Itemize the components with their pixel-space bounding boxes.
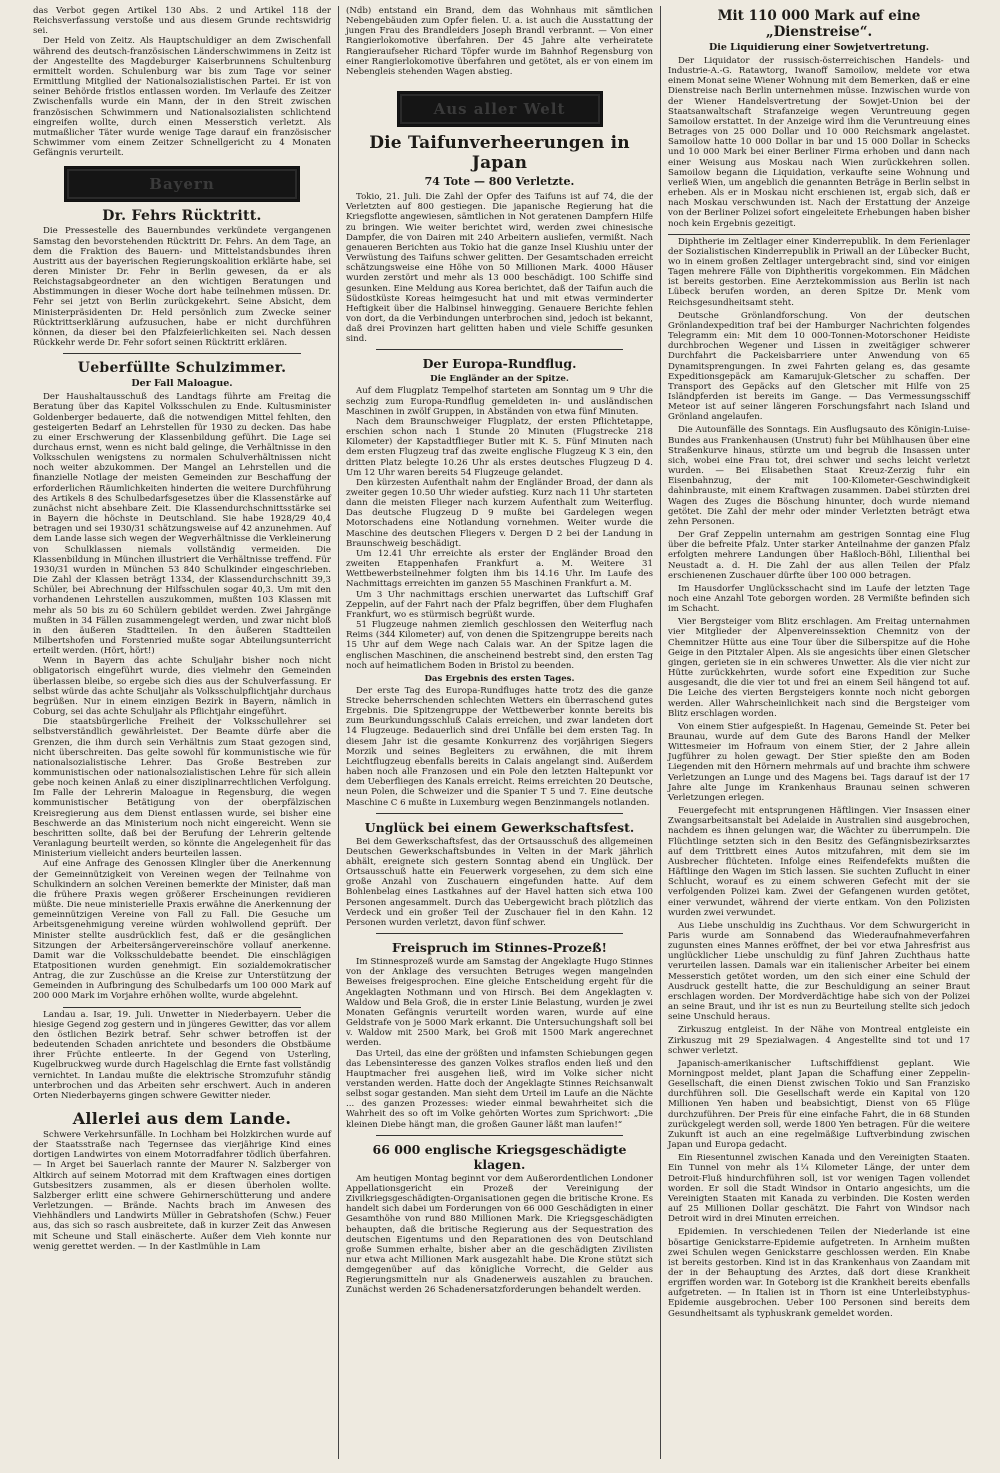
headline-taifun: Die Taifunverheerungen in Japan xyxy=(369,133,630,174)
article-fehr: Die Pressestelle des Bauernbundes verkündete vergangenen Samstag den bevorstehenden Rücktritt Dr. Fehrs. An dem Tage, an dem die Fraktion des Bauern- und Mittelstandsbundes ihren Austritt aus der bayerischen Regierungskoalition erklärte habe, sei deren Minister Dr. Fehr in Berlin gewesen, da er als Reichstagsabgeordneter an den wichtigen Beratungen und Abstimmungen in dieser Woche dort habe teilnehmen müssen. Dr. Fehr sei jetzt von Berlin zurückgekehrt. Seine Absicht, dem Ministerpräsidenten Dr. Held persönlich zum Zwecke seiner Rücktrittserklärung aufzusuchen, habe er nicht durchführen können, da dieser bei den Pfalzfeierlichkeiten sei. Nach dessen Rückkehr werde Dr. Fehr sofort seinen Rücktritt erklären. xyxy=(33,226,331,349)
column-middle xyxy=(339,6,661,1459)
subheadline-schulzimmer: Der Fall Maloague. xyxy=(131,378,233,390)
subheadline-europa: Die Engländer an der Spitze. xyxy=(430,374,569,385)
headline-fehr: Dr. Fehrs Rücktritt. xyxy=(102,208,262,225)
divider xyxy=(376,1135,623,1136)
article-europa-p3: Den kürzesten Aufenthalt nahm der Engländer Broad, der dann als zweiter gegen 10.50 Uhr wieder aufstieg. Kurz nach 11 Uhr starteten dann die meisten Flieger nach kurzem Aufenthalt zum Weiterflug. Das deutsche Flugzeug D 9 mußte bei Gardelegen wegen Motorschadens eine Notlandung vornehmen. Weiter wurde die Maschine des deutschen Fliegers v. Dergen D 2 bei der Landung in Braunschweig beschädigt. xyxy=(346,477,653,549)
article-diphtherie: Diphtherie im Zeltlager einer Kinderrepublik. In dem Ferienlager der Sozialistischen Kinderrepublik in Priwall an der Lübecker Bucht, wo in einem großen Zeltlager untergebracht sind, sind vor einigen Tagen mehrere Fälle von Diphtheritis vorgekommen. Ein Mädchen ist bereits gestorben. Eine Aerztekommission aus Berlin ist nach Lübeck berufen worden, an deren Spitze Dr. Menk vom Reichsgesundheitsamt steht. xyxy=(668,236,970,308)
divider xyxy=(63,353,301,354)
subheadline-taifun: 74 Tote — 800 Verletzte. xyxy=(424,175,575,189)
article-allerlei: Schwere Verkehrsunfälle. In Lochham bei Holzkirchen wurde auf der Staatsstraße nach Tegernsee das vierjährige Kind eines dortigen Landwirtes von einem Motorradfahrer tödlich überfahren. — In Arget bei Sauerlach rannte der Maurer N. Salzberger von Altkirch auf seinem Motorrad mit dem Kraftwagen eines dortigen Gutsbesitzers zusammen, als er diesen überholen wollte. Salzberger erlitt eine schwere Gehirnerschütterung und andere Verletzungen. — Brände. Nachts brach im Anwesen des Viehhändlers und Landwirts Müller in Gebratshofen (Schw.) Feuer aus, das sich so rasch ausbreitete, daß in kurzer Zeit das Anwesen mit Scheune und Stall einäscherte. Außer dem Vieh konnte nur wenig gerettet werden. — In der Kastlmühle in Lam xyxy=(33,1130,331,1252)
article-stinnes-p2: Das Urteil, das eine der größten und infamsten Schiebungen gegen das Lebensinteresse des ganzen Volkes straflos enden ließ und den Hauptmacher frei ausgehen ließ, wird im Volke sicher nicht verstanden werden. Hatte doch der Angeklagte Stinnes Reichsanwalt selbst sogar gestanden. Man sieht dem Urteil im Laufe an die Nächte ... des ganzen Prozesses: wieder einmal bewahrheitet sich die Wahrheit des so oft im Volke gehörten Wortes zum Sprichwort: „Die kleinen Diebe hängt man, die großen Gauner läßt man laufen!“ xyxy=(346,1048,653,1130)
article-europa-p1: Auf dem Flugplatz Tempelhof starteten am Sonntag um 9 Uhr die sechzig zum Europa-Rundflug gemeldeten in- und ausländischen Maschinen in zwölf Gruppen, in Abständen von etwa fünf Minuten. xyxy=(346,386,653,417)
column-left xyxy=(26,6,339,1459)
section-banner-label: Aus aller Welt xyxy=(433,100,566,119)
article-zirkuszug: Zirkuszug entgleist. In der Nähe von Montreal entgleiste ein Zirkuszug mit 29 Spezialwagen. 4 Angestellte sind tot und 17 schwer verletzt. xyxy=(668,1025,970,1056)
article-top-continued: (Ndb) entstand ein Brand, dem das Wohnhaus mit sämtlichen Nebengebäuden zum Opfer fielen. U. a. ist auch die Ausstattung der jungen Frau des Brandleiders Joseph Brandl verbrannt. — Von einer Rangierlokomotive überfahren. Der 45 Jahre alte verheiratete Rangieraufseher Richard Töpfer wurde im Bahnhof Regensburg von einer Rangierlokomotive überfahren und getötet, als er von einem im Nebengleis stehenden Wagen abstieg. xyxy=(346,6,653,77)
divider xyxy=(376,349,623,350)
article-hausdorf: Im Hausdorfer Unglücksschacht sind im Laufe der letzten Tage noch eine Anzahl Tote geborgen worden. 28 Vermißte befinden sich im Schacht. xyxy=(668,583,970,615)
article-europa-p7: Der erste Tag des Europa-Rundfluges hatte trotz des die ganze Strecke beherrschenden schlechten Wetters ein überraschend gutes Ergebnis. Die Spitzengruppe der Wettbewerber konnte bereits bis zum Beurkundungsschluß Calais erreichen, und zwar landeten dort 14 Flugzeuge. Bedauerlich sind drei Unfälle bei dem ersten Tag. In diesem Jahr ist die gesamte Konkurrenz des vorjährigen Siegers Morzik und seines Begleiters zu erwähnen, die mit ihrem Leichtflugzeug ebenfalls bereits in Calais angelangt sind. Außerdem haben noch alle Franzosen und ein Pole den letzten Haltepunkt vor dem Ueberfliegen des Kanals erreicht. Reims erreichten 20 Deutsche, neun Polen, die Schweizer und die Spanier T 5 und 7. Eine deutsche Maschine C 6 mußte in Luxemburg wegen Benzinmangels notlanden. xyxy=(346,685,653,808)
article-dienstreise: Der Liquidator der russisch-österreichischen Handels- und Industrie-A.-G. Ratawtorg, Iwanoff Samoilow, meldete vor etwa einem Monat seine Wiener Wohnung mit dem Bemerken, daß er eine Dienstreise nach Berlin unternehmen müsse. Inzwischen wurde von der Wiener Handelsvertretung der Sowjet-Union bei der Staatsanwaltschaft Strafanzeige wegen Veruntreuung gegen Samoilow erstattet. In der Anzeige wird ihm die Veruntreuung eines Betrages von 25 000 Dollar und 10 000 Reichsmark angelastet. Samoilow hatte 10 000 Dollar in bar und 15 000 Dollar in Schecks und 10 000 Mark bei einer Berliner Firma erhoben und dann nach einer Weisung aus Moskau nach Wien zurückkehren sollen. Samoilow begann die Liquidation, verkaufte seine Wohnung und verließ Wien, um angeblich die genannten Beträge in Berlin selbst in erheben. Als er in Moskau nicht erschienen ist, ergab sich, daß er nach Moskau verschwunden ist. Nach der Erstattung der Anzeige von der Berliner Polizei sofort eingeleitete Erhebungen haben bisher noch kein Ergebnis gezeitigt. xyxy=(668,56,970,229)
section-banner-aus-aller-welt xyxy=(397,91,603,127)
article-europa-p4: Um 12.41 Uhr erreichte als erster der Engländer Broad den zweiten Etappenhafen Frankfurt a. M. Weitere 31 Wettbewerbsteilnehmer folgten ihm bis 14.16 Uhr. Im Laufe des Nachmittags erreichten im ganzen 55 Maschinen Frankfurt a. M. xyxy=(346,548,653,590)
article-europa-p5: Um 3 Uhr nachmittags erschien unerwartet das Luftschiff Graf Zeppelin, auf der Fahrt nach der Pfalz begriffen, über dem Flughafen Frankfurt, wo es stürmisch begrüßt wurde. xyxy=(346,589,653,620)
article-schulzimmer-p1: Der Haushaltausschuß des Landtags führte am Freitag die Beratung über das Kapitel Volksschulen zu Ende. Kultusminister Goldenberger bedauerte, daß die notwendigen Mittel fehlten, den gesteigerten Bedarf an Lehrstellen für 1930 zu decken. Das habe zu einer Erschwerung der Klassenbildung geführt. Die Lage sei durchaus ernst, wenn es nicht bald gelinge, die Verhältnisse in den Volksschulen wenigstens zu normalen Schulverhältnissen nicht noch weiter abzukommen. Der Mangel an Lehrstellen und die finanzielle Notlage der meisten Gemeinden zur Beschaffung der erforderlichen Räumlichkeiten hinderten die weitere Durchführung des Artikels 8 des Schulbedarfsgesetzes über die Klassenstärke auf zunächst nicht absehbare Zeit. Die Klassendurchschnittsstärke sei in Bayern die höchste in Deutschland. Sie habe 1928/29 40,4 betragen und sei 1930/31 schätzungsweise auf 42 anzunehmen. Auf dem Lande lasse sich wegen der Wegverhältnisse die Verkleinerung von Schulklassen niemals vollständig vermeiden. Die Klassenbildung in München illustriert die Verhältnisse treffend. Für 1930/31 wurden in München 53 840 Schulkinder eingeschrieben. Die Zahl der Klassen beträgt 1334, der Klassendurchschnitt 39,3 Schüler, bei Abrechnung der Hilfsschulen sogar 40,3. Um mit den vorhandenen Lehrstellen auszukommen, mußten 103 Klassen mit mehr als 50 bis zu 60 Schülern gebildet werden. Zwei Jahrgänge mußten in 34 Fällen zusammengelegt werden, und zwar nicht bloß in den äußeren Stadtteilen. In den äußeren Stadtteilen Milbertshofen und Forstenried mußte sogar Abteilungsunterricht erteilt werden. (Hört, hört!) xyxy=(33,392,331,657)
article-schulzimmer-p4: Auf eine Anfrage des Genossen Klingler über die Anerkennung der Gemeinnützigkeit von Vereinen wegen der Teilnahme von Schulkindern an solchen Vereinen bemerkte der Minister, daß man die frühere Praxis wegen größerer Erscheinungen revidieren müßte. Die neue ministerielle Praxis erwähne die Anerkennung der gemeinnützigen Vereine von Fall zu Fall. Die Gesuche um Arbeitsgenehmigung vereine würden wohlwollend geprüft. Der Minister stellte ausdrücklich fest, daß er die gesänglichen Sitzungen der Arbeitersängervereinschöre vollauf anerkenne. Damit war die Volksschuldebatte beendet. Die einschlägigen Etatpositionen wurden genehmigt. Ein sozialdemokratischer Antrag, die zur Zuschüsse an die Kreise zur Unterstützung der Gemeinden in Aufbringung des Schulbedarfs um 100 000 Mark auf 200 000 Mark im Vorjahre erhöhen wollte, wurde abgelehnt. xyxy=(33,859,331,1002)
headline-allerlei: Allerlei aus dem Lande. xyxy=(72,1109,292,1128)
subheadline-ergebnis: Das Ergebnis des ersten Tages. xyxy=(424,673,575,684)
article-europa-p6: 51 Flugzeuge nahmen ziemlich geschlossen den Weiterflug nach Reims (344 Kilometer) auf, von denen die Spitzengruppe bereits nach 15 Uhr auf dem Wege nach Calais war. An der Spitze lagen die englischen Maschinen, die anscheinend bestrebt sind, den ersten Tag noch auf heimatlichem Boden in Bristol zu beenden. xyxy=(346,620,653,671)
divider xyxy=(376,933,623,934)
column-right xyxy=(661,6,977,1459)
article-schulzimmer-p3: Die staatsbürgerliche Freiheit der Volksschullehrer sei selbstverständlich gewährleistet. Der Beamte dürfe aber die Grenzen, die ihm durch sein Verhältnis zum Staat gezogen sind, nicht überschreiten. Das gelte sowohl für kommunistische wie für nationalsozialistische Lehrer. Das Große Bestreben zur kommunistischen oder nationalsozialistischen Lehre für sich allein gebe noch keinen Anlaß zu einer disziplinarrechtlichen Verfolgung. Im Falle der Lehrerin Maloague in Regensburg, die wegen kommunistischer Betätigung von der oberpfälzischen Kreisregierung aus dem Dienst entlassen wurde, sei bisher eine Beschwerde an das Ministerium noch nicht eingereicht. Wenn sie beschritten sollte, daß bei der Berufung der Lehrerin geltende Veranlagung beurteilt werden, so könnte die Angelegenheit für das Ministerium vielleicht anders beurteilen lassen. xyxy=(33,717,331,860)
article-schulzimmer-p2: Wenn in Bayern das achte Schuljahr bisher noch nicht obligatorisch eingeführt wurde, dies vielmehr den Gemeinden überlassen bleibe, so ergebe sich dies aus der Schulverfassung. Er selbst würde das achte Schuljahr als Volksschulpflichtjahr durchaus begrüßen. Nur in einem einzigen Bezirk in Bayern, nämlich in Coburg, sei das achte Schuljahr als Pflichtjahr eingeführt. xyxy=(33,656,331,718)
article-bergsteiger: Vier Bergsteiger vom Blitz erschlagen. Am Freitag unternahmen vier Mitglieder der Alpenvereinssektion Chemnitz von der Chemnitzer Hütte aus eine Tour über die Silberspitze auf die Hohe Geige in den Pitztaler Alpen. Als sie angesichts über einen Gletscher gingen, gerieten sie in ein schweres Unwetter. Als die vier nicht zur Hütte zurückkehrten, wurde sofort eine Expedition zur Suche ausgesandt, die die vier tot und frei an einem Seil hängend tot auf. Die Leiche des vierten Bergsteigers konnte noch nicht geborgen werden. Aller Wahrscheinlichkeit nach sind die Bergsteiger vom Blitz erschlagen worden. xyxy=(668,617,970,719)
headline-schulzimmer: Ueberfüllte Schulzimmer. xyxy=(77,360,287,377)
article-landau: Landau a. Isar, 19. Juli. Unwetter in Niederbayern. Ueber die hiesige Gegend zog gestern und in jüngeres Gewitter, das vor allem den östlichen Bezirk betraf. Sehr schwer betroffen ist der bedeutenden Schaden anrichtete und besonders die Obstbäume ihrer Früchte entleerte. In der Gegend von Usterling, Kugelbruckweg wurde durch Hagelschlag die Ernte fast vollständig vernichtet. In Landau mußte die elektrische Stromzufuhr ständig unterbrochen und das Arbeiten sehr erschwert. Auch in anderen Orten Niederbayerns gingen schwere Gewitter nieder. xyxy=(33,1009,331,1101)
article-zeppelin: Der Graf Zeppelin unternahm am gestrigen Sonntag eine Flug über die befreite Pfalz. Unter starker Anteilnahme der ganzen Pfalz erfolgten mehrere Landungen über Haßloch-Böhl, Lilienthal bei Neustadt a. d. H. Die Zahl der aus allen Teilen der Pfalz erschienenen Zuschauer dürfte über 100 000 betragen. xyxy=(668,530,970,581)
article-autounfaelle: Die Autounfälle des Sonntags. Ein Ausflugsauto des Königin-Luise-Bundes aus Frankenhausen (Unstrut) fuhr bei Mühlhausen über eine Straßenkurve hinaus, stürzte um und begrub die Insassen unter sich, wobei eine Frau tot, drei schwer und sechs leicht verletzt wurden. — Bei Elisabethen Staat Kreuz-Zerzig fuhr ein Eisenbahnzug, der mit 100-Kilometer-Geschwindigkeit dahinbrauste, mit einem Kraftwagen zusammen. Dabei stürzten drei Wagen des Zuges die Böschung hinunter, doch wurde niemand getötet. Die Zahl der mehr oder minder Verletzten beträgt etwa zehn Personen. xyxy=(668,425,970,527)
article-stinnes-p1: Im Stinnesprozeß wurde am Samstag der Angeklagte Hugo Stinnes von der Anklage des versuchten Betruges wegen mangelnden Beweises freigesprochen. Eine gleiche Entscheidung ergeht für die Angeklagten Nothmann und von Hirsch. Bei dem Angeklagten v. Waldow und Bela Groß, die in erster Linie Belastung, wurden je zwei Monaten Gefängnis verurteilt worden waren, wurde auf eine Geldstrafe von je 5000 Mark erkannt. Die Untersuchungshaft soll bei v. Waldow mit 2500 Mark, bei Groß mit 1500 Mark angerechnet werden. xyxy=(346,957,653,1049)
headline-gewerkschaftsfest: Unglück bei einem Gewerkschaftsfest. xyxy=(364,819,635,835)
headline-dienstreise: Mit 110 000 Mark auf eine „Dienstreise“. xyxy=(717,8,921,40)
section-banner-label: Bayern xyxy=(149,175,215,194)
article-groenland: Deutsche Grönlandforschung. Von der deutschen Grönlandexpedition traf bei der Hamburger Nachrichten folgendes Telegramm ein: Mit dem 10 000-Tonnen-Motorschoner Heidiste durchbrochen Wegener und Lissen in zweitägiger schwerer Durchfahrt die Packeisbarriere unter Anwendung von 65 Dynamitsprengungen. In zwei Fahrten gelang es, das gesamte Expeditionsgepäck am Kamarujuk-Gletscher zu schaffen. Der Transport des Gepäcks auf den Gletscher mit Hilfe von 25 Isländpferden ist bereits im Gange. — Das Vermessungsschiff Meteor ist auf seiner längeren Forschungsfahrt nach Island und Grönland angelaufen. xyxy=(668,310,970,423)
article-luftschiffdienst: Japanisch-amerikanischer Luftschiffdienst geplant. Wie Morningpost meldet, plant Japan die Schaffung einer Zeppelin-Gesellschaft, die einen Dienst zwischen Tokio und San Franzisko durchführen soll. Die Gesellschaft werde ein Kapital von 120 Millionen Yen haben und beabsichtigt, Dienst von 65 Flüge durchzuführen. Der Preis für eine einfache Fahrt, die in 68 Stunden zurückgelegt werden soll, werde 1800 Yen betragen. Für die weitere Zukunft ist auch an eine regelmäßige Luftverbindung zwischen Japan und Europa gedacht. xyxy=(668,1058,970,1151)
article-kriegsgeschaedigte: Am heutigen Montag beginnt vor dem Außerordentlichen Londoner Appellationsgericht ein Prozeß der Vereinigung der Zivilkriegsgeschädigten-Organisationen gegen die britische Krone. Es handelt sich dabei um Forderungen von 66 000 Geschädigten in einer Gesamthöhe von rund 880 Millionen Mark. Die Kriegsgeschädigten behaupten, daß die britische Regierung aus der Sequestration des deutschen Eigentums und den Reparationen des von Deutschland große Summen erhalte, bisher aber an die geschädigten Zivilisten nur etwa acht Millionen Mark ausgezahlt habe. Die Krone stützt sich demgegenüber auf das königliche Vorrecht, die Gelder aus Regierungsmitteln nur als Gnadenerweis auszahlen zu brauchen. Zunächst werden 26 Schadenersatzforderungen behandelt werden. xyxy=(346,1173,653,1296)
divider xyxy=(376,813,623,814)
article-epidemien: Epidemien. In verschiedenen Teilen der Niederlande ist eine bösartige Genickstarre-Epidemie aufgetreten. In Arnheim mußten zwei Schulen wegen Genickstarre geschlossen werden. Ein Knabe ist bereits gestorben. Kind ist in das Krankenhaus von Zaandam mit der in der Behauptung des Arztes, daß dort diese Krankheit ergriffen worden war. In Goteborg ist die Krankheit bereits ebenfalls aufgetreten. — In Italien ist in Thorn ist eine Unterleibstyphus-Epidemie ausgebrochen. Ueber 100 Personen sind bereits dem Gesundheitsamt als typhuskrank gemeldet worden. xyxy=(668,1227,970,1319)
headline-kriegsgeschaedigte: 66 000 englische Kriegsgeschädigte klagen. xyxy=(372,1141,627,1172)
headline-stinnes: Freispruch im Stinnes-Prozeß! xyxy=(391,940,608,956)
article-riesentunnel: Ein Riesentunnel zwischen Kanada und den Vereinigten Staaten. Ein Tunnel von mehr als 1¼ Kilometer Länge, der unter dem Detroit-Fluß hindurchführen soll, ist vor wenigen Tagen vollendet worden. Er soll die Stadt Windsor in Ontario angesichts, um die Vereinigten Staaten mit Kanada zu verbinden. Die Kosten werden auf 25 Millionen Dollar geschätzt. Die Fahrt von Windsor nach Detroit wird in drei Minuten erreichen. xyxy=(668,1153,970,1225)
article-gewerkschaftsfest: Bei dem Gewerkschaftsfest, das der Ortsausschuß des allgemeinen Deutschen Gewerkschaftsbundes in Velten in der Mark jährlich abhält, ereignete sich gestern Sonntag abend ein Unglück. Der Ortsausschuß hatte ein Feuerwerk vorgesehen, zu dem sich eine große Anzahl von Zuschauern eingefunden hatte. Auf dem Bohlenbelag eines Lastkahnes auf der Havel hatten sich etwa 100 Personen angesammelt. Durch das Uebergewicht brach plötzlich das Verdeck und ein großer Teil der Zuschauer fiel in den Kahn. 12 Personen wurden verletzt, davon fünf schwer. xyxy=(346,836,653,928)
headline-europa-rundflug: Der Europa-Rundflug. xyxy=(422,356,577,372)
divider xyxy=(63,1007,301,1008)
article-zuchthaus: Aus Liebe unschuldig ins Zuchthaus. Vor dem Schwurgericht in Paris wurde am Sonnabend das Wiederaufnahmeverfahren zugunsten eines Mannes eröffnet, der bei vor etwa Jahresfrist aus unglücklicher Liebe unschuldig zu fünf Jahren Zuchthaus hatte verurteilen lassen. Damals war ein italienischer Arbeiter bei einem Messerstich getötet worden, um den sich einer eine Schuld der Ausdruck gestellt hatte, die zur Beschuldigung an seiner Braut erschlagen worden. Der Mordverdächtige habe sich von der Polizei an seine Braut, und ihr ist es nun zu Beurteilung stellte sich jedoch seine Unschuld heraus. xyxy=(668,920,970,1023)
intro-paragraph: das Verbot gegen Artikel 130 Abs. 2 und Artikel 118 der Reichsverfassung verstoße und aus diesem Grunde rechtswidrig sei. xyxy=(33,6,331,37)
article-stier: Von einem Stier aufgespießt. In Hagenau, Gemeinde St. Peter bei Braunau, wurde auf dem Gute des Barons Handl der Melker Wittesmeier im Hofraum von einem Stier, der 2 Jahre allein Jugführer zu holen gewagt. Der Stier spießte den am Boden Liegenden mit den Hörnern mehrmals auf und brachte ihm schwere Verletzungen an Lunge und des Magens bei. Tags darauf ist der 17 Jahre alte Junge im Krankenhaus Braunau seinen schweren Verletzungen erlegen. xyxy=(668,721,970,803)
article-held-von-zeitz: Der Held von Zeitz. Als Hauptschuldiger an dem Zwischenfall während des deutsch-französischen Länderschwimmens in Zeitz ist der Angestellte des Magdeburger Kaiserbrunnens Schultenburg ermittelt worden. Schulenburg war bis zum Tage vor seiner Ermittlung Mitglied der Nationalsozialistischen Partei. Er ist von seiner Behörde fristlos entlassen worden. Im Verlaufe des Zeitzer Zwischenfalls wurde ein Mann, der in den Streit zwischen französischen Schwimmern und Nationalsozialisten schlichtend eingreifen wollte, durch einen Messerstich verletzt. Als mutmaßlicher Täter wurde wenige Tage darauf ein französischer Schwimmer vom einem Zeitzer Schnellgericht zu 4 Monaten Gefängnis verurteilt. xyxy=(33,36,331,159)
columns xyxy=(26,6,978,1463)
section-banner-bayern xyxy=(64,166,300,202)
subheadline-dienstreise: Die Liquidierung einer Sowjetvertretung. xyxy=(708,42,930,53)
divider xyxy=(668,234,970,235)
article-feuergefecht: Feuergefecht mit entsprungenen Häftlingen. Vier Insassen einer Zwangsarbeitsanstalt bei Adelaide in Australien sind ausgebrochen, nachdem es ihnen gelungen war, die Wächter zu überrumpeln. Die Flüchtlinge setzten sich in den Besitz des Gefängnisbezirksarztes auf dem Trittbrett eines Autos mitzufahren, mit dem sie im Ausbrecher flüchteten. Infolge eines Reifendefekts mußten die Häftlinge den Wagen im Stich lassen. Sie suchten Zuflucht in einer Schlucht, worauf es zu einem schweren Gefecht mit der sie verfolgenden Polizei kam. Zwei der Gefangenen wurden getötet, einer verwundet, während der vierte entkam. Von den Polizisten wurden zwei verwundet. xyxy=(668,806,970,918)
article-europa-p2: Nach dem Braunschweiger Flugplatz, der ersten Pflichtetappe, erschien schon nach 1 Stunde 20 Minuten (Flugstrecke 218 Kilometer) der Kapstadtflieger Butler mit K. 5. Fünf Minuten nach dem ersten Flugzeug traf das zweite englische Flugzeug K 3 ein, den dritten Platz belegte 10.26 Uhr als erstes deutsches Flugzeug D 4. Um 12 Uhr waren bereits 54 Flugzeuge gelandet. xyxy=(346,416,653,478)
article-taifun: Tokio, 21. Juli. Die Zahl der Opfer des Taifuns ist auf 74, die der Verletzten auf 800 gestiegen. Die japanische Regierung hat die Kriegsflotte angewiesen, sämtlichen in Not geratenen Dampfern Hilfe zu bringen. Wie weiter berichtet wird, werden zwei chinesische Dampfer, die von Dairen mit 240 Arbeitern ausliefen, vermißt. Nach genaueren Berichten aus Tokio hat die ganze Insel Kiushiu unter der Verwüstung des Taifuns schwer gelitten. Der Gesamtschaden erreicht schätzungsweise eine Höhe von 50 Millionen Mark. 4000 Häuser wurden zerstört und mehr als 13 000 beschädigt. 100 Schiffe sind gesunken. Eine Meldung aus Korea berichtet, daß der Taifun auch die Südostküste Koreas heimgesucht hat und mit etwas verminderter Heftigkeit über die Halbinsel hinwegging. Genauere Berichte fehlen von dort, da die Verbindungen unterbrochen sind, jedoch ist bekannt, daß drei Provinzen hart gelitten haben und viele Schiffe gesunken sind. xyxy=(346,192,653,345)
